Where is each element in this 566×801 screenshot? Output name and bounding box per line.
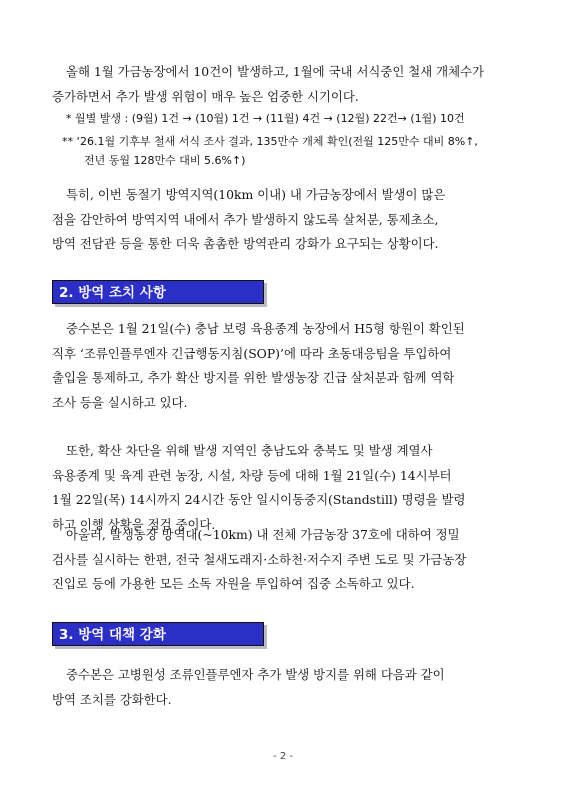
text-line: 육용종계 및 육계 관련 농장, 시설, 차량 등에 대해 1월 21일(수) 14시부터 [52, 467, 452, 483]
text-line: 아울러, 발생농장 방역대(~10km) 내 전체 가금농장 37호에 대하여 정밀 [66, 527, 460, 542]
section-heading-2: 2. 방역 조치 사항 [52, 280, 264, 304]
text-line: 특히, 이번 동절기 방역지역(10km 이내) 내 가금농장에서 발생이 많은 [66, 187, 446, 202]
text-line: 중수본은 고병원성 조류인플루엔자 추가 발생 방지를 위해 다음과 같이 [66, 667, 445, 682]
paragraph-outbreak-risk [52, 60, 524, 109]
monthly-outbreak-note: * 월별 발생 : (9월) 1건 → (10월) 1건 → (11월) 4건 → (12월) 22건→ (1월) 10건 [66, 112, 465, 125]
text-line: 또한, 확산 차단을 위해 발생 지역인 충남도와 충북도 및 발생 계열사 [66, 443, 433, 458]
paragraph-initial-response [52, 317, 524, 415]
bird-survey-note-line2: 전년 동월 128만수 대비 5.6%↑) [84, 154, 246, 167]
paragraph-strengthen-measures [52, 663, 524, 712]
text-line: 방역 조치를 강화한다. [52, 691, 172, 707]
text-line: 점을 감안하여 방역지역 내에서 추가 발생하지 않도록 살처분, 통제초소, [52, 211, 439, 227]
text-line: 조사 등을 실시하고 있다. [52, 394, 188, 410]
section-heading-3: 3. 방역 대책 강화 [52, 622, 264, 646]
text-line: 직후 ‘조류인플루엔자 긴급행동지침(SOP)’에 따라 초동대응팀을 투입하여 [52, 345, 452, 361]
paragraph-inspection-disinfection [52, 523, 524, 597]
text-line: 진입로 등에 가용한 모든 소독 자원을 투입하여 집중 소독하고 있다. [52, 576, 415, 591]
bird-survey-note [62, 132, 478, 170]
paragraph-quarantine-zone [52, 183, 524, 257]
text-line: 하고 이행 상황을 점검 중이다. [52, 516, 216, 532]
text-line: 방역 전담관 등을 통한 더욱 촘촘한 방역관리 강화가 요구되는 상황이다. [52, 236, 439, 251]
text-line: 출입을 통제하고, 추가 확산 방지를 위한 발생농장 긴급 살처분과 함께 역학 [52, 370, 455, 385]
text-line: 중수본은 1월 21일(수) 충남 보령 육용종계 농장에서 H5형 항원이 확인된 [66, 321, 465, 336]
text-line: 증가하면서 추가 발생 위험이 매우 높은 엄중한 시기이다. [52, 88, 359, 104]
text-line: 검사를 실시하는 한편, 전국 철새도래지·소하천·저수지 주변 도로 및 가금농장 [52, 551, 467, 567]
page-number: - 2 - [273, 751, 293, 762]
text-line: 1월 22일(목) 14시까지 24시간 동안 일시이동중지(Standstill) 명령을 발령 [52, 492, 466, 507]
text-line: 올해 1월 가금농장에서 10건이 발생하고, 1월에 국내 서식중인 철새 개체수가 [66, 64, 485, 79]
bird-survey-note-line1: ** ‘26.1월 기후부 철새 서식 조사 결과, 135만수 개체 확인(전월 125만수 대비 8%↑, [62, 135, 478, 148]
